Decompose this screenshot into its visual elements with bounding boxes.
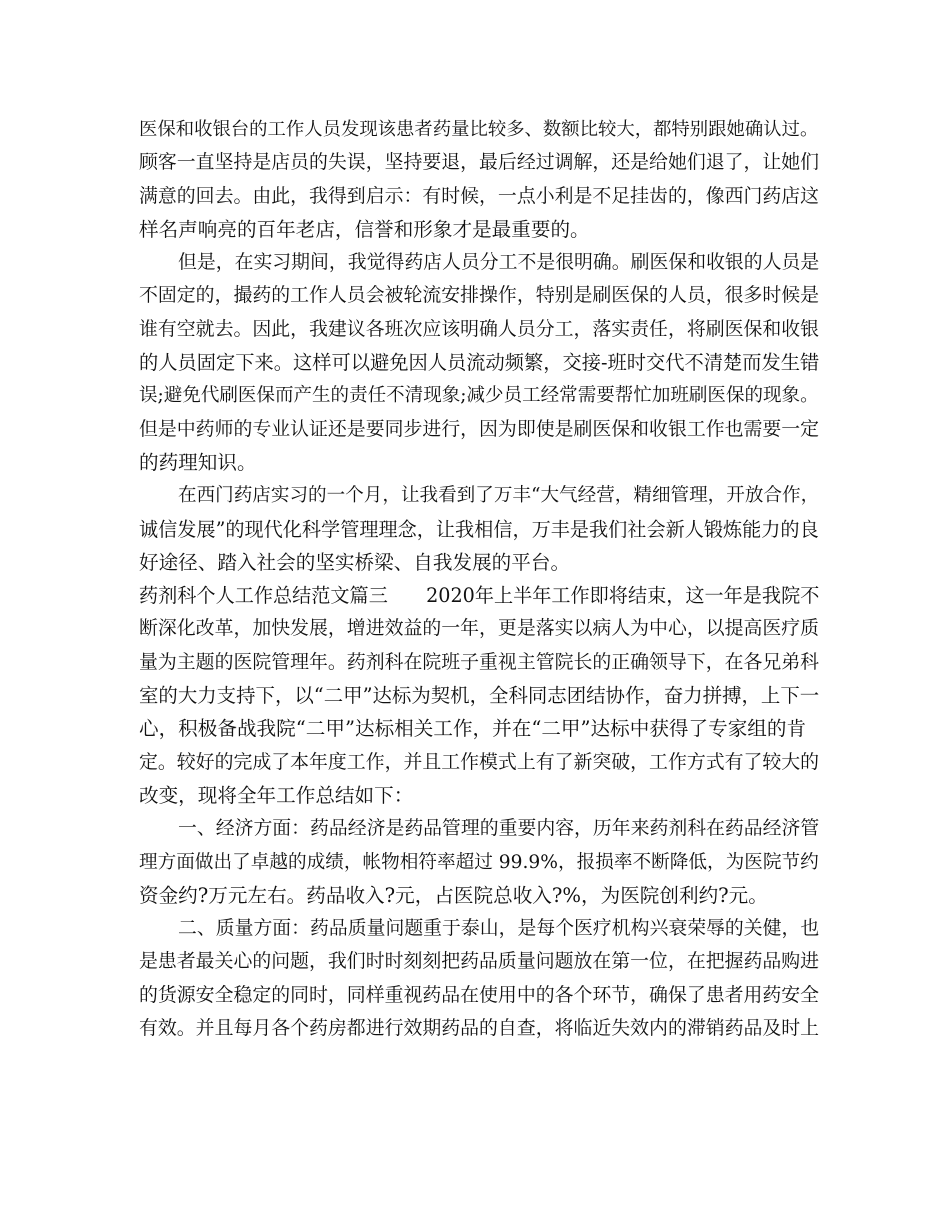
text-line: 不固定的，撮药的工作人员会被轮流安排操作，特别是刷医保的人员，很多时候是 <box>139 284 820 307</box>
text-line: 心，积极备战我院“二甲”达标相关工作，并在“二甲”达标中获得了专家组的肯 <box>139 717 807 741</box>
text-line: 改变，现将全年工作总结如下： <box>139 783 414 807</box>
text-line: 一、经济方面：药品经济是药品管理的重要内容，历年来药剂科在药品经济管 <box>178 817 820 840</box>
text-line: 样名声响亮的百年老店，信誉和形象才是最重要的。 <box>139 217 590 241</box>
text-line: 满意的回去。由此，我得到启示：有时候，一点小利是不足挂齿的，像西门药店这 <box>139 184 820 207</box>
text-line: 诚信发展”的现代化科学管理理念，让我相信，万丰是我们社会新人锻炼能力的良 <box>139 517 819 541</box>
text-line: 资金约?万元左右。药品收入?元，占医院总收入?%，为医院创利约?元。 <box>139 883 768 907</box>
text-line: 好途径、踏入社会的坚实桥梁、自我发展的平台。 <box>139 550 571 574</box>
text-line: 是患者最关心的问题，我们时时刻刻把药品质量问题放在第一位，在把握药品购进 <box>139 950 820 973</box>
text-line: 理方面做出了卓越的成绩，帐物相符率超过 99.9%，报损率不断降低，为医院节约 <box>139 851 819 873</box>
text-line: 的货源安全稳定的同时，同样重视药品在使用中的各个环节，确保了患者用药安全 <box>139 983 820 1006</box>
text-line: 有效。并且每月各个药房都进行效期药品的自查，将临近失效内的滞销药品及时上 <box>139 1017 820 1040</box>
text-line: 二、质量方面：药品质量问题重于泰山，是每个医疗机构兴衰荣辱的关健，也 <box>178 917 820 940</box>
text-line: 顾客一直坚持是店员的失误，坚持要退，最后经过调解，还是给她们退了，让她们 <box>139 151 820 174</box>
text-line: 谁有空就去。因此，我建议各班次应该明确人员分工，落实责任，将刷医保和收银 <box>139 317 820 340</box>
text-line: 在西门药店实习的一个月，让我看到了万丰“大气经营，精细管理，开放合作， <box>178 485 820 507</box>
text-line: 断深化改革，加快发展，增进效益的一年，更是落实以病人为中心，以提高医疗质 <box>139 617 820 640</box>
text-line: 误;避免代刷医保而产生的责任不清现象;减少员工经常需要帮忙加班刷医保的现象。 <box>139 385 819 407</box>
text-line: 但是中药师的专业认证还是要同步进行，因为即使是刷医保和收银工作也需要一定 <box>139 417 820 440</box>
document-body <box>139 113 819 1045</box>
text-line: 的药理知识。 <box>139 450 257 474</box>
text-line: 量为主题的医院管理年。药剂科在院班子重视主管院长的正确领导下，在各兄弟科 <box>139 650 820 673</box>
text-line: 的人员固定下来。这样可以避免因人员流动频繁，交接-班时交代不清楚而发生错 <box>139 351 820 375</box>
text-line: 医保和收银台的工作人员发现该患者药量比较多、数额比较大，都特别跟她确认过。 <box>139 119 819 140</box>
text-line: 定。较好的完成了本年度工作，并且工作模式上有了新突破，工作方式有了较大的 <box>139 750 820 773</box>
text-line: 室的大力支持下，以“二甲”达标为契机，全科同志团结协作，奋力拼搏，上下一 <box>139 684 820 708</box>
text-line: 药剂科个人工作总结范文篇三 2020年上半年工作即将结束，这一年是我院不 <box>139 584 820 608</box>
text-line: 但是，在实习期间，我觉得药店人员分工不是很明确。刷医保和收银的人员是 <box>178 251 820 274</box>
